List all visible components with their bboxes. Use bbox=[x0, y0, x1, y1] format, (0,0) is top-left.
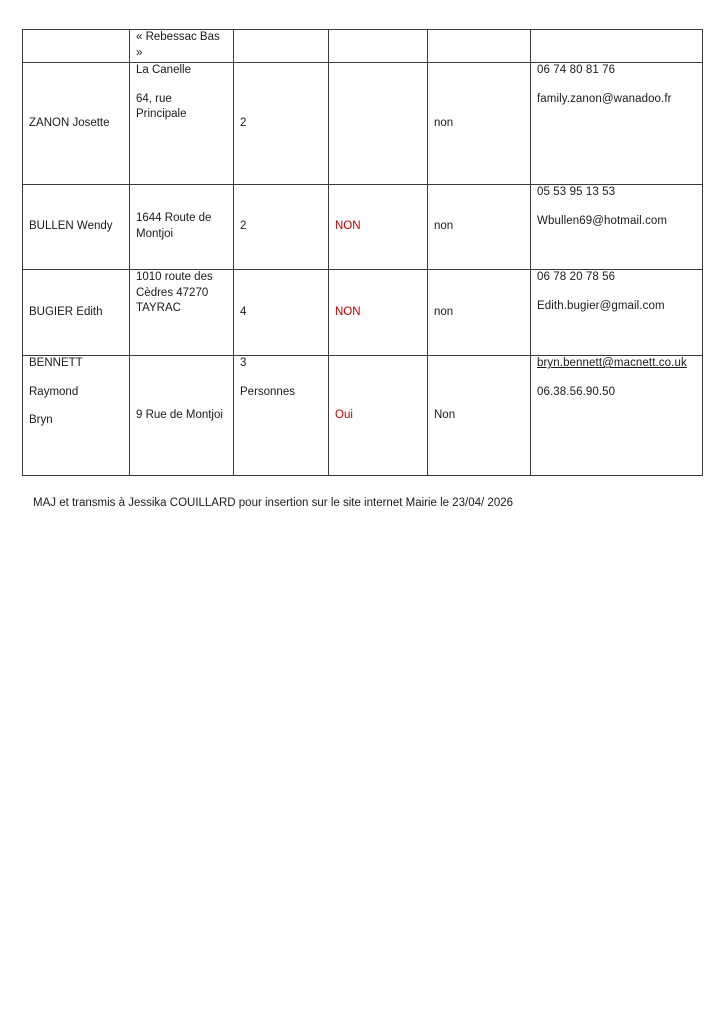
cell-address: 9 Rue de Montjoi bbox=[130, 356, 234, 476]
cell-contact: 05 53 95 13 53 Wbullen69@hotmail.com bbox=[531, 185, 703, 270]
cell-contact bbox=[531, 356, 703, 476]
cell-address: « Rebessac Bas » bbox=[130, 30, 234, 63]
cell-contact: 06 74 80 81 76 family.zanon@wanadoo.fr bbox=[531, 63, 703, 185]
cell-address: 1010 route des Cèdres 47270 TAYRAC bbox=[130, 270, 234, 356]
spacer bbox=[136, 79, 227, 92]
cell-occupants bbox=[234, 30, 329, 63]
residents-table bbox=[22, 29, 703, 476]
cell-meuble: NON bbox=[329, 185, 428, 270]
table-row bbox=[23, 356, 703, 476]
cell-animaux: Non bbox=[428, 356, 531, 476]
footer-note: MAJ et transmis à Jessika COUILLARD pour insertion sur le site internet Mairie le 23/04/ 2026 bbox=[33, 497, 514, 509]
cell-name: BULLEN Wendy bbox=[23, 185, 130, 270]
cell-animaux: non bbox=[428, 270, 531, 356]
cell-name: BENNETT Raymond Bryn bbox=[23, 356, 130, 476]
email-text: Wbullen69@hotmail.com bbox=[537, 214, 668, 227]
cell-meuble bbox=[329, 30, 428, 63]
cell-name bbox=[23, 30, 130, 63]
cell-name: BUGIER Edith bbox=[23, 270, 130, 356]
cell-animaux: non bbox=[428, 185, 531, 270]
cell-occupants: 2 bbox=[234, 185, 329, 270]
cell-address: La Canelle 64, rue Principale bbox=[130, 63, 234, 185]
cell-occupants: 2 bbox=[234, 63, 329, 185]
cell-meuble bbox=[329, 63, 428, 185]
email-text: Edith.bugier@gmail.com bbox=[537, 299, 665, 312]
cell-occupants: 4 bbox=[234, 270, 329, 356]
spacer bbox=[29, 400, 123, 413]
table-row bbox=[23, 270, 703, 356]
table-row bbox=[23, 30, 703, 63]
cell-meuble: Oui bbox=[329, 356, 428, 476]
table-row bbox=[23, 63, 703, 185]
email-text: family.zanon@wanadoo.fr bbox=[537, 92, 672, 105]
cell-name: ZANON Josette bbox=[23, 63, 130, 185]
cell-address: 1644 Route de Montjoi bbox=[130, 185, 234, 270]
cell-animaux: non bbox=[428, 63, 531, 185]
spacer bbox=[537, 372, 696, 385]
spacer bbox=[29, 372, 123, 385]
spacer bbox=[537, 201, 696, 214]
spacer bbox=[240, 372, 322, 385]
table-row bbox=[23, 185, 703, 270]
email-link[interactable]: bryn.bennett@macnett.co.uk bbox=[537, 357, 687, 369]
cell-contact bbox=[531, 30, 703, 63]
cell-animaux bbox=[428, 30, 531, 63]
spacer bbox=[537, 286, 696, 299]
cell-contact: 06 78 20 78 56 Edith.bugier@gmail.com bbox=[531, 270, 703, 356]
spacer bbox=[537, 79, 696, 92]
cell-meuble: NON bbox=[329, 270, 428, 356]
cell-occupants: 3 Personnes bbox=[234, 356, 329, 476]
phone-text: 06.38.56.90.50 bbox=[537, 385, 616, 398]
